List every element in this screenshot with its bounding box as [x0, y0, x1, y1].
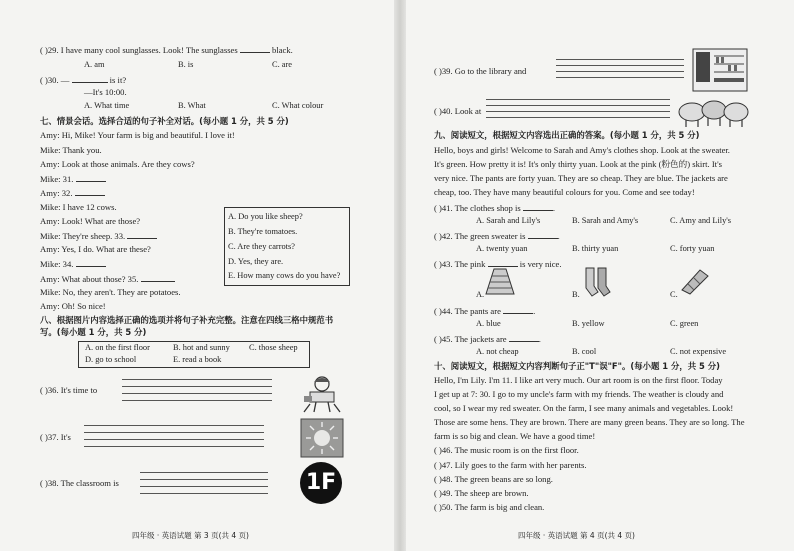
writing-line: [140, 472, 268, 473]
boy-reading-picture: [300, 374, 346, 414]
q43-option-b: B.: [572, 290, 580, 299]
passage-line: cool, so I wear my red sweater. On the farm, I see many animals and vegetables. Look!: [434, 403, 734, 413]
dialog-line: Amy: Hi, Mike! Your farm is big and beautiful. I love it!: [40, 130, 235, 140]
q44-option-b: B. yellow: [572, 319, 605, 328]
dialog-line: Mike: Thank you.: [40, 145, 102, 155]
q39-stem: ( )39. Go to the library and: [434, 66, 527, 76]
passage-line: cheap, too. They have many beautiful colours for you. Come and see today!: [434, 187, 695, 197]
q45-option-c: C. not expensive: [670, 347, 727, 356]
writing-line: [84, 439, 264, 440]
dialog-line: Mike: No, they aren't. They are potatoes.: [40, 287, 181, 297]
q44-option-a: A. blue: [476, 319, 501, 328]
writing-line: [140, 486, 268, 487]
q30-stem: ( )30. — is it?: [40, 75, 127, 85]
page-3: [0, 0, 394, 551]
q43-option-a: A.: [476, 290, 485, 299]
section-7-title: 七、情景会话。选择合适的句子补全对话。(每小题 1 分，共 5 分): [40, 116, 289, 126]
q42-option-b: B. thirty yuan: [572, 244, 619, 253]
dialog-line: Mike: 34.: [40, 258, 106, 270]
scarf-icon: [678, 266, 712, 296]
writing-line: [122, 386, 272, 387]
choice-b: B. hot and sunny: [173, 343, 230, 352]
writing-line: [556, 71, 684, 72]
writing-line: [84, 446, 264, 447]
choice-d: D. go to school: [85, 355, 137, 364]
passage-line: Those are some hens. They are brown. There are many green beans. They are so long. The: [434, 417, 745, 427]
writing-line: [556, 65, 684, 66]
passage-line: very nice. The pants are forty yuan. They are so cheap. They are blue. The jackets are: [434, 173, 728, 183]
writing-line: [84, 432, 264, 433]
writing-line: [122, 379, 272, 380]
page-fold: [394, 0, 406, 551]
q43-option-c: C.: [670, 290, 678, 299]
q42-stem: ( )42. The green sweater is .: [434, 231, 560, 241]
section-9-title: 九、阅读短文，根据短文内容选出正确的答案。(每小题 1 分，共 5 分): [434, 130, 700, 140]
q41-option-b: B. Sarah and Amy's: [572, 216, 639, 225]
dialog-line: Amy: What about those? 35.: [40, 273, 175, 285]
q38-stem: ( )38. The classroom is: [40, 478, 119, 488]
tf-item: ( )49. The sheep are brown.: [434, 488, 529, 498]
passage-line: It's green. How pretty it is! It's only thirty yuan. Look at the pink (粉色的) skirt. It's: [434, 159, 722, 169]
dialog-line: Mike: I have 12 cows.: [40, 202, 117, 212]
section-10-title: 十、阅读短文，根据短文内容判断句子正"T"误"F"。(每小题 1 分，共 5 分): [434, 361, 720, 371]
library-picture: [692, 48, 748, 92]
writing-line: [486, 99, 670, 100]
q29-option-c: C. are: [272, 60, 292, 69]
dialog-line: Mike: 31.: [40, 173, 106, 185]
choice-e: E. How many cows do you have?: [228, 271, 341, 280]
first-floor-badge: 1F: [300, 462, 342, 504]
q45-stem: ( )45. The jackets are .: [434, 334, 541, 344]
q36-stem: ( )36. It's time to: [40, 385, 98, 395]
choice-b: B. They're tomatoes.: [228, 227, 298, 236]
q29-stem: ( )29. I have many cool sunglasses. Look! The sunglasses black.: [40, 45, 293, 55]
q37-stem: ( )37. It's: [40, 432, 71, 442]
section-8-title-cont: 写。(每小题 1 分，共 5 分): [40, 327, 147, 337]
dialog-line: Amy: Yes, I do. What are these?: [40, 244, 151, 254]
writing-line: [140, 493, 268, 494]
q42-option-c: C. forty yuan: [670, 244, 715, 253]
q43-stem: ( )43. The pink is very nice.: [434, 259, 562, 269]
socks-icon: [582, 266, 612, 298]
q45-option-a: A. not cheap: [476, 347, 519, 356]
passage-line: farm is so big and clean. We have a good time!: [434, 431, 596, 441]
tf-item: ( )46. The music room is on the first floor.: [434, 445, 579, 455]
writing-line: [486, 105, 670, 106]
q45-option-b: B. cool: [572, 347, 597, 356]
q41-option-a: A. Sarah and Lily's: [476, 216, 541, 225]
q42-option-a: A. twenty yuan: [476, 244, 528, 253]
sheep-picture: [676, 96, 752, 130]
q44-stem: ( )44. The pants are .: [434, 306, 536, 316]
tf-item: ( )50. The farm is big and clean.: [434, 502, 545, 512]
writing-line: [486, 117, 670, 118]
choice-d: D. Yes, they are.: [228, 257, 284, 266]
tf-item: ( )48. The green beans are so long.: [434, 474, 553, 484]
q44-option-c: C. green: [670, 319, 699, 328]
choice-c: C. Are they carrots?: [228, 242, 295, 251]
skirt-icon: [484, 266, 516, 298]
dialog-line: Amy: Look! What are those?: [40, 216, 141, 226]
q40-stem: ( )40. Look at: [434, 106, 482, 116]
q29-option-b: B. is: [178, 60, 194, 69]
writing-line: [556, 59, 684, 60]
writing-line: [84, 425, 264, 426]
dialog-choices-box: [224, 207, 350, 286]
writing-line: [556, 77, 684, 78]
page-footer: 四年级 · 英语试题 第 4 页(共 4 页): [518, 531, 635, 540]
writing-line: [486, 111, 670, 112]
dialog-line: Mike: They're sheep. 33.: [40, 230, 157, 242]
choice-e: E. read a book: [173, 355, 222, 364]
q30-option-a: A. What time: [84, 101, 130, 110]
writing-line: [122, 400, 272, 401]
q41-stem: ( )41. The clothes shop is .: [434, 203, 556, 213]
q29-option-a: A. am: [84, 60, 105, 69]
choice-c: C. those sheep: [249, 343, 298, 352]
writing-line: [122, 393, 272, 394]
q41-option-c: C. Amy and Lily's: [670, 216, 732, 225]
section-8-title: 八、根据图片内容选择正确的选项并将句子补充完整。注意在四线三格中规范书: [40, 315, 334, 325]
dialog-line: Amy: Look at those animals. Are they cows?: [40, 159, 195, 169]
tf-item: ( )47. Lily goes to the farm with her parents.: [434, 460, 587, 470]
passage-line: Hello, boys and girls! Welcome to Sarah and Amy's clothes shop. Look at the sweater.: [434, 145, 730, 155]
dialog-line: Amy: 32.: [40, 187, 105, 199]
page-footer: 四年级 · 英语试题 第 3 页(共 4 页): [132, 531, 249, 540]
sunny-weather-picture: [300, 418, 344, 458]
choice-a: A. on the first floor: [85, 343, 150, 352]
passage-line: I get up at 7: 30. I go to my uncle's farm with my friends. The weather is cloudy and: [434, 389, 724, 399]
q30-reply: —It's 10:00.: [84, 87, 127, 97]
dialog-line: Amy: Oh! So nice!: [40, 301, 106, 311]
page-4: [406, 0, 794, 551]
writing-line: [140, 479, 268, 480]
passage-line: Hello, I'm Lily. I'm 11. I like art very much. Our art room is on the first floor. Today: [434, 375, 723, 385]
q30-option-b: B. What: [178, 101, 206, 110]
section-8-choices-box: [78, 341, 310, 368]
q30-option-c: C. What colour: [272, 101, 324, 110]
choice-a: A. Do you like sheep?: [228, 212, 303, 221]
